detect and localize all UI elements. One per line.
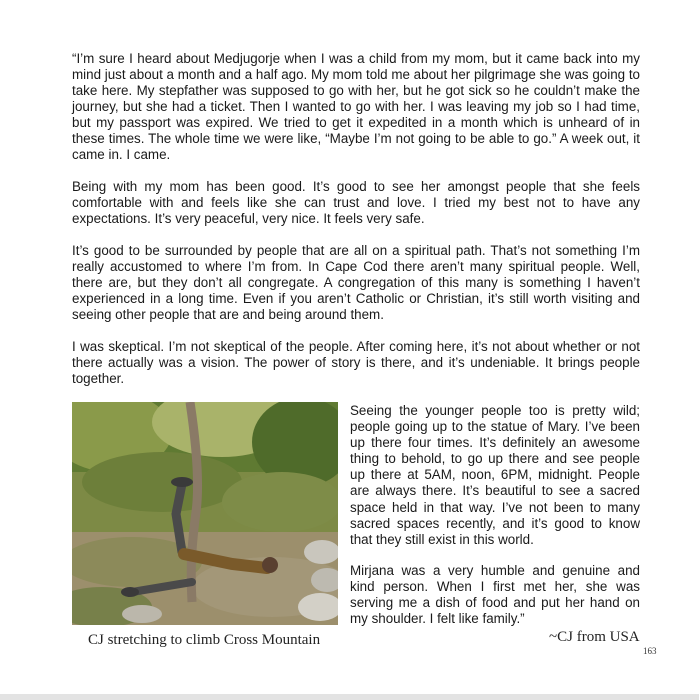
attribution: ~CJ from USA	[549, 629, 640, 645]
photo-cj-stretching	[72, 402, 338, 625]
bottom-divider	[0, 694, 699, 700]
body-paragraph-2: Being with my mom has been good. It’s good to see her amongst people that she feels comfortable with and feels like she can trust and love. I tried my best not to have any expectations. It’s very peaceful, very nice. It feels very safe.	[72, 179, 640, 226]
body-paragraph-1: “I’m sure I heard about Medjugorje when I was a child from my mom, but it came back into my mind just about a month and a half ago. My mom told me about her pilgrimage she was going to take here. My stepfather was supposed to go with her, but he got sick so he couldn’t make the journey, but she had a ticket. Then I wanted to go with her. I was leaving my job so I had time, but my passport was expired. We tried to get it expedited in a month which is unheard of in these times. The whole time we were like, “Maybe I’m not going to be able to go.” A week out, it came in. I came.	[72, 51, 640, 162]
body-paragraph-3: It’s good to be surrounded by people that are all on a spiritual path. That’s not something I’m really accustomed to where I’m from. In Cape Cod there aren’t many spiritual people. Well, there are, but they don’t all congregate. A congregation of this many is something I haven’t experienced in a long time. Even if you aren’t Catholic or Christian, it’s still worth visiting and seeing other people that are and being around them.	[72, 243, 640, 322]
photo-caption: CJ stretching to climb Cross Mountain	[88, 632, 321, 648]
side-paragraph-2: Mirjana was a very humble and genuine and kind person. When I first met her, she was serving me a dish of food and put her hand on my shoulder. I felt like family.”	[350, 563, 640, 627]
body-paragraph-4: I was skeptical. I’m not skeptical of the people. After coming here, it’s not about whether or not there actually was a vision. The power of story is there, and it’s undeniable. It brings people together.	[72, 339, 640, 386]
page-number: 163	[643, 646, 657, 656]
side-paragraph-1: Seeing the younger people too is pretty wild; people going up to the statue of Mary. I’ve been up there four times. It’s definitely an awesome thing to behold, to go up there and see people up there at 5AM, noon, 6PM, midnight. People are always there. It’s beautiful to see a sacred space held in that way. I’ve not been to many sacred spaces recently, and it’s good to know that they still exist in this world.	[350, 403, 640, 547]
